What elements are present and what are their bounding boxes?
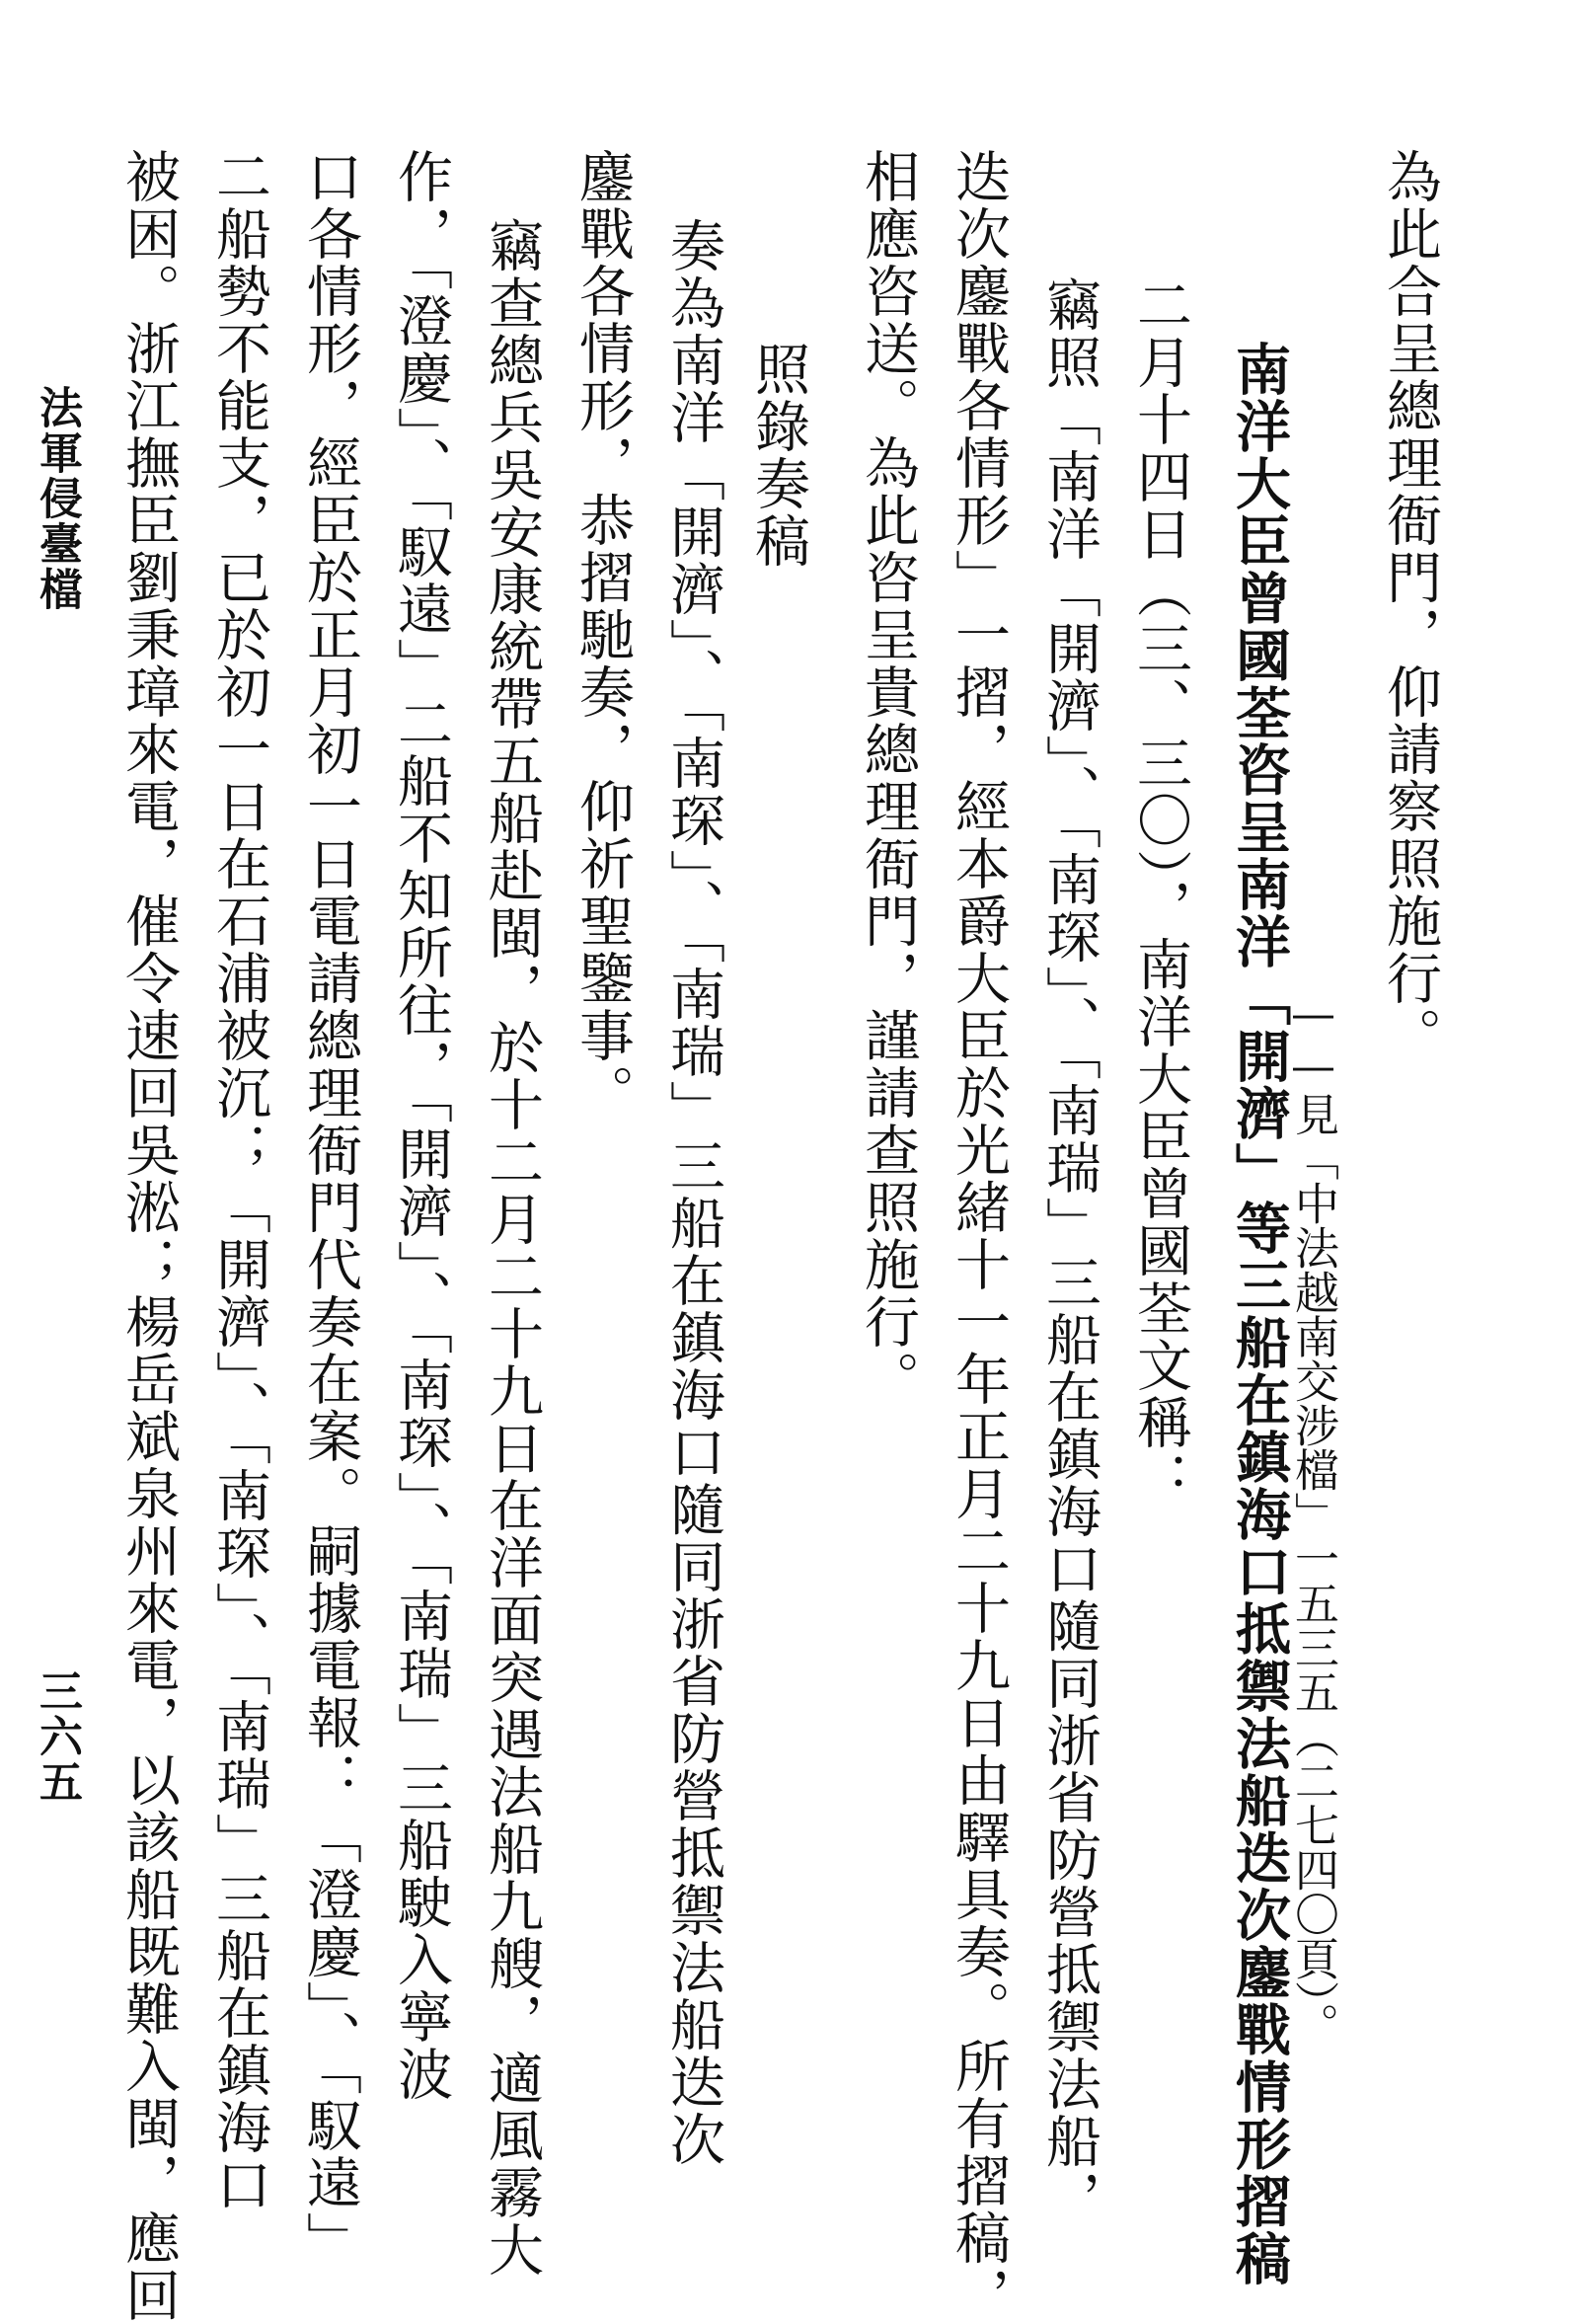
text-column-10: 竊查總兵吳安康統帶五船赴閩，於十二月二十九日在洋面突遇法船九艘，適風霧大 — [480, 217, 544, 2279]
text-column-13: 二船勢不能支，已於初一日在石浦被沉；「開濟」、「南琛」、「南瑞」三船在鎮海口 — [207, 148, 271, 2213]
citation-line: ——見「中法越南交涉檔」一五三五（二七四〇頁）。 — [1287, 987, 1339, 2048]
footer-page-number: 三六五 — [32, 1668, 82, 1805]
section-title-memorial-draft: 照錄奏稿 — [746, 341, 810, 570]
text-column-date: 二月十四日（三、三〇），南洋大臣曾國荃文稱： — [1128, 276, 1192, 1509]
text-column-8: 奏為南洋「開濟」、「南琛」、「南瑞」三船在鎮海口隨同浙省防營抵禦法船迭次 — [661, 217, 725, 2168]
footer-book-title: 法軍侵臺檔 — [32, 385, 82, 612]
document-heading: 南洋大臣曾國荃咨呈南洋「開濟」等三船在鎮海口抵禦法船迭次鏖戰情形摺稿 — [1227, 341, 1291, 2287]
text-column-6: 相應咨送。為此咨呈貴總理衙門，謹請查照施行。 — [856, 148, 920, 1408]
text-column-12: 口各情形，經臣於正月初一日電請總理衙門代奏在案。嗣據電報：「澄慶」、「馭遠」 — [298, 148, 362, 2269]
text-column-5: 迭次鏖戰各情形」一摺，經本爵大臣於光緒十一年正月二十九日由驛具奏。所有摺稿， — [947, 148, 1011, 2324]
text-column-4: 竊照「南洋「開濟」、「南琛」、「南瑞」三船在鎮海口隨同浙省防營抵禦法船， — [1037, 276, 1101, 2227]
text-column-14: 被困。浙江撫臣劉秉璋來電，催令速回吳淞；楊岳斌泉州來電，以該船既難入閩，應回 — [116, 148, 181, 2324]
text-column-9: 鏖戰各情形，恭摺馳奏，仰祈聖鑒事。 — [570, 148, 635, 1122]
text-column-1: 為此合呈總理衙門，仰請察照施行。 — [1378, 148, 1442, 1064]
text-column-11: 作，「澄慶」、「馭遠」二船不知所往，「開濟」、「南琛」、「南瑞」三船駛入寧波 — [389, 148, 453, 2103]
